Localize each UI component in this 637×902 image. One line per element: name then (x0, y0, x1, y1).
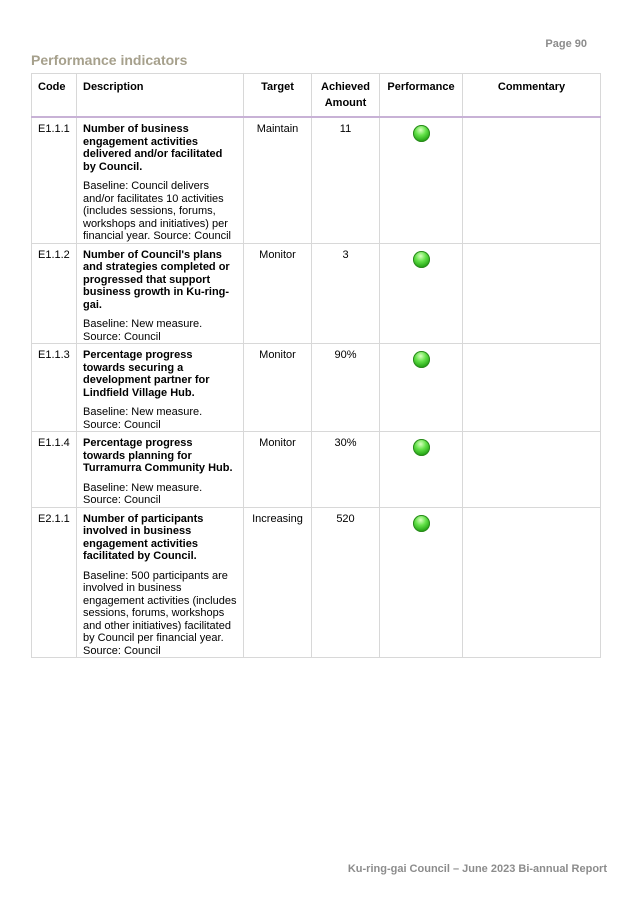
table-header-row (32, 74, 601, 118)
performance-table (31, 73, 601, 658)
table-row (32, 117, 601, 243)
row-commentary (463, 344, 601, 432)
row-target: Increasing (244, 507, 312, 658)
measure-title: Percentage progress towards securing a development partner for Lindfield Village Hub. (83, 349, 210, 399)
row-performance (380, 243, 463, 344)
row-target: Maintain (244, 117, 312, 243)
row-commentary (463, 507, 601, 658)
row-commentary (463, 117, 601, 243)
header-description: Description (77, 74, 244, 118)
row-description (77, 117, 244, 243)
row-commentary (463, 243, 601, 344)
green-status-icon (413, 251, 430, 268)
row-achieved: 11 (312, 117, 380, 243)
row-code: E1.1.1 (32, 117, 77, 243)
green-status-icon (413, 515, 430, 532)
page-number: Page 90 (545, 38, 587, 50)
row-description (77, 432, 244, 508)
table-row (32, 344, 601, 432)
row-performance (380, 432, 463, 508)
table-row (32, 243, 601, 344)
row-achieved: 520 (312, 507, 380, 658)
row-code: E1.1.3 (32, 344, 77, 432)
row-achieved: 3 (312, 243, 380, 344)
measure-baseline: Baseline: Council delivers and/or facilitates 10 activities (includes sessions, forums, workshops and initiatives) per financial year. Source: Council (83, 180, 231, 242)
row-description (77, 243, 244, 344)
green-status-icon (413, 351, 430, 368)
green-status-icon (413, 125, 430, 142)
measure-title: Number of Council's plans and strategies completed or progressed that support business growth in Ku-ring-gai. (83, 248, 230, 311)
row-performance (380, 344, 463, 432)
row-achieved: 90% (312, 344, 380, 432)
measure-title: Number of business engagement activities delivered and/or facilitated by Council. (83, 123, 223, 173)
table-row (32, 432, 601, 508)
header-achieved-line2: Amount (324, 97, 367, 109)
row-performance (380, 117, 463, 243)
header-commentary: Commentary (463, 74, 601, 118)
row-description (77, 507, 244, 658)
row-target: Monitor (244, 243, 312, 344)
row-achieved: 30% (312, 432, 380, 508)
report-footer: Ku-ring-gai Council – June 2023 Bi-annual Report (347, 863, 607, 875)
table-row (32, 507, 601, 658)
measure-baseline: Baseline: New measure. Source: Council (83, 406, 203, 431)
header-achieved-line1: Achieved (321, 81, 370, 93)
row-target: Monitor (244, 344, 312, 432)
measure-baseline: Baseline: 500 participants are involved in business engagement activities (includes sessions, forums, workshops and other initiatives) facilitated by Council per financial year. Source: Council (83, 569, 237, 657)
row-code: E2.1.1 (32, 507, 77, 658)
row-target: Monitor (244, 432, 312, 508)
row-commentary (463, 432, 601, 508)
header-performance: Performance (380, 74, 463, 118)
row-description (77, 344, 244, 432)
section-title: Performance indicators (31, 52, 188, 68)
measure-baseline: Baseline: New measure. Source: Council (83, 481, 203, 506)
row-performance (380, 507, 463, 658)
measure-baseline: Baseline: New measure. Source: Council (83, 318, 203, 343)
header-achieved (312, 74, 380, 118)
row-code: E1.1.4 (32, 432, 77, 508)
measure-title: Number of participants involved in business engagement activities facilitated by Council. (83, 512, 204, 562)
row-code: E1.1.2 (32, 243, 77, 344)
green-status-icon (413, 439, 430, 456)
header-code: Code (32, 74, 77, 118)
measure-title: Percentage progress towards planning for Turramurra Community Hub. (83, 437, 233, 474)
header-target: Target (244, 74, 312, 118)
